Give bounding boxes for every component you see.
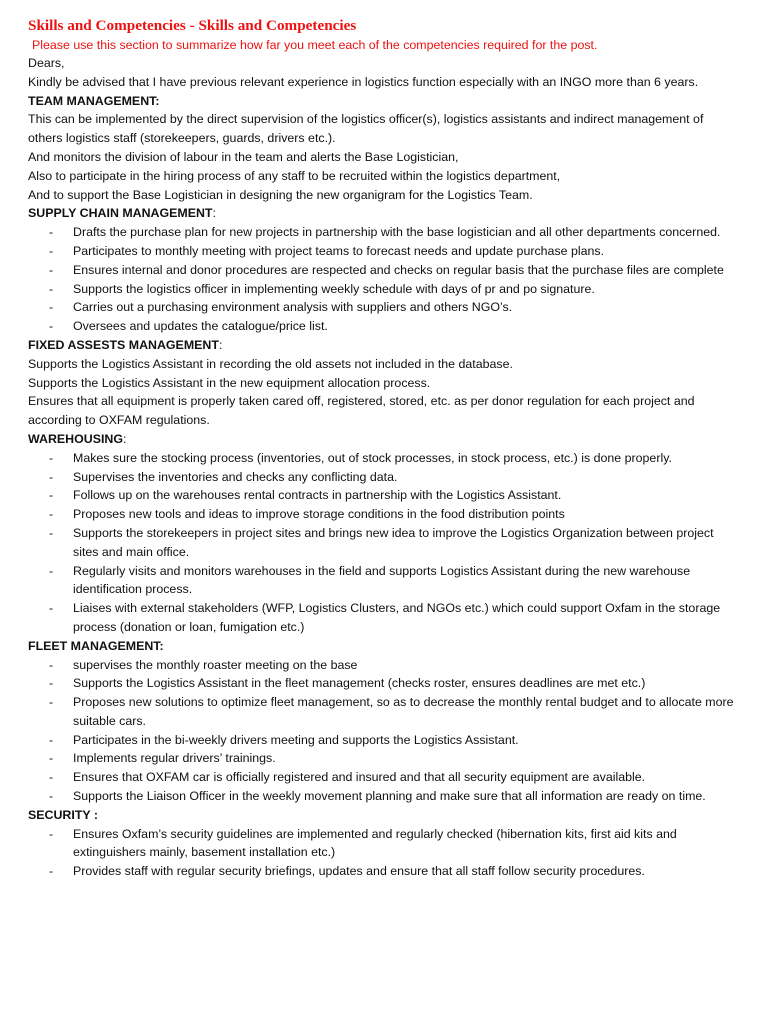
list-item (28, 749, 740, 768)
list-item (28, 223, 740, 242)
team-management-heading: TEAM MANAGEMENT: (28, 93, 160, 108)
security-list (28, 825, 740, 881)
dash-bullet: - (49, 525, 54, 540)
list-item (28, 562, 740, 600)
dash-bullet: - (49, 469, 54, 484)
list-item (28, 317, 740, 336)
list-item (28, 486, 740, 505)
list-item-text: Participates to monthly meeting with project teams to forecast needs and update purchase plans. (73, 243, 605, 258)
list-item (28, 768, 740, 787)
list-item (28, 280, 740, 299)
list-item-text: Oversees and updates the catalogue/price list. (73, 319, 328, 334)
team-paragraph: This can be implemented by the direct supervision of the logistics officer(s), logistics assistants and indirect management of others logistics staff (storekeepers, guards, drivers etc.). (28, 112, 704, 146)
list-item (28, 825, 740, 863)
warehousing-heading-text: WAREHOUSING (28, 431, 123, 446)
list-item-text: Proposes new solutions to optimize fleet management, so as to decrease the monthly rental budget and to allocate more suitable cars. (73, 695, 734, 728)
list-item-text: Ensures internal and donor procedures are respected and checks on regular basis that the purchase files are complete (73, 262, 724, 277)
list-item-text: Drafts the purchase plan for new projects in partnership with the base logistician and all other departments concerned. (73, 225, 721, 240)
list-item-text: Provides staff with regular security briefings, updates and ensure that all staff follow security procedures. (73, 864, 645, 879)
dash-bullet: - (49, 281, 54, 296)
supply-chain-heading (28, 204, 740, 223)
dash-bullet: - (49, 563, 54, 578)
list-item-text: Proposes new tools and ideas to improve storage conditions in the food distribution points (73, 507, 565, 522)
list-item-text: Supports the Logistics Assistant in the fleet management (checks roster, ensures deadlines are met etc.) (73, 676, 646, 691)
team-paragraph: And monitors the division of labour in the team and alerts the Base Logistician, (28, 149, 459, 164)
list-item-text: Liaises with external stakeholders (WFP, Logistics Clusters, and NGOs etc.) which could support Oxfam in the storage process (donation or loan, fumigation etc.) (73, 601, 721, 634)
list-item-text: Carries out a purchasing environment analysis with suppliers and others NGO’s. (73, 300, 513, 315)
list-item-text: Supports the Liaison Officer in the weekly movement planning and make sure that all information are ready on time. (73, 789, 706, 804)
dash-bullet: - (49, 826, 54, 841)
dash-bullet: - (49, 243, 54, 258)
dash-bullet: - (49, 488, 54, 503)
document-title: Skills and Competencies - Skills and Competencies (28, 17, 357, 34)
list-item-text: Supports the storekeepers in project sites and brings new idea to improve the Logistics Organization between project sites and main office. (73, 525, 714, 559)
assets-paragraph: Ensures that all equipment is properly taken cared off, registered, stored, etc. as per donor regulation for each project and according to OXFAM regulations. (28, 394, 695, 428)
list-item-text: supervises the monthly roaster meeting on the base (73, 657, 358, 672)
list-item (28, 787, 740, 806)
fixed-assets-heading (28, 336, 740, 355)
dash-bullet: - (49, 262, 54, 277)
heading-colon: : (212, 206, 216, 221)
list-item (28, 524, 740, 562)
list-item-text: Follows up on the warehouses rental contracts in partnership with the Logistics Assistant. (73, 488, 562, 503)
dash-bullet: - (49, 695, 54, 710)
list-item-text: Supervises the inventories and checks any conflicting data. (73, 469, 398, 484)
team-management-body (28, 110, 740, 204)
list-item (28, 693, 740, 731)
assets-paragraph: Supports the Logistics Assistant in the new equipment allocation process. (28, 375, 431, 390)
list-item (28, 656, 740, 675)
dash-bullet: - (49, 300, 54, 315)
fleet-management-heading: FLEET MANAGEMENT: (28, 638, 164, 653)
list-item (28, 505, 740, 524)
dash-bullet: - (49, 789, 54, 804)
list-item-text: Ensures Oxfam’s security guidelines are implemented and regularly checked (hibernation kits, first aid kits and extinguishers mainly, basement installation etc.) (73, 826, 677, 860)
fixed-assets-heading-text: FIXED ASSESTS MANAGEMENT (28, 337, 219, 352)
dash-bullet: - (49, 450, 54, 465)
security-heading: SECURITY : (28, 807, 98, 822)
list-item (28, 261, 740, 280)
dash-bullet: - (49, 770, 54, 785)
team-paragraph: Also to participate in the hiring process of any staff to be recruited within the logistics department, (28, 168, 561, 183)
list-item-text: Implements regular drivers’ trainings. (73, 751, 276, 766)
list-item (28, 298, 740, 317)
list-item (28, 599, 740, 637)
dash-bullet: - (49, 319, 54, 334)
greeting: Dears, (28, 56, 65, 70)
list-item-text: Makes sure the stocking process (inventories, out of stock processes, in stock process, etc.) is done properly. (73, 450, 672, 465)
warehousing-list (28, 449, 740, 637)
dash-bullet: - (49, 676, 54, 691)
list-item (28, 731, 740, 750)
dash-bullet: - (49, 225, 54, 240)
team-paragraph: And to support the Base Logistician in designing the new organigram for the Logistics Team. (28, 187, 533, 202)
list-item-text: Participates in the bi-weekly drivers meeting and supports the Logistics Assistant. (73, 732, 519, 747)
dash-bullet: - (49, 864, 54, 879)
dash-bullet: - (49, 601, 54, 616)
list-item (28, 449, 740, 468)
list-item-text: Regularly visits and monitors warehouses in the field and supports Logistics Assistant during the new warehouse identification process. (73, 563, 691, 597)
heading-colon: : (123, 431, 127, 446)
list-item-text: Supports the logistics officer in implementing weekly schedule with days of pr and po signature. (73, 281, 595, 296)
fixed-assets-body (28, 355, 740, 430)
assets-paragraph: Supports the Logistics Assistant in recording the old assets not included in the database. (28, 356, 513, 371)
dash-bullet: - (49, 657, 54, 672)
intro-paragraph: Kindly be advised that I have previous relevant experience in logistics function especially with an INGO more than 6 years. (28, 74, 699, 89)
dash-bullet: - (49, 751, 54, 766)
dash-bullet: - (49, 732, 54, 747)
list-item (28, 242, 740, 261)
dash-bullet: - (49, 507, 54, 522)
list-item (28, 862, 740, 881)
fleet-management-list (28, 656, 740, 806)
supply-chain-list (28, 223, 740, 336)
supply-chain-heading-text: SUPPLY CHAIN MANAGEMENT (28, 206, 213, 221)
document-instructions: Please use this section to summarize how far you meet each of the competencies required for the post. (32, 38, 598, 52)
list-item-text: Ensures that OXFAM car is officially registered and insured and that all security equipment are available. (73, 770, 646, 785)
warehousing-heading (28, 430, 740, 449)
list-item (28, 468, 740, 487)
list-item (28, 674, 740, 693)
heading-colon: : (218, 337, 223, 352)
